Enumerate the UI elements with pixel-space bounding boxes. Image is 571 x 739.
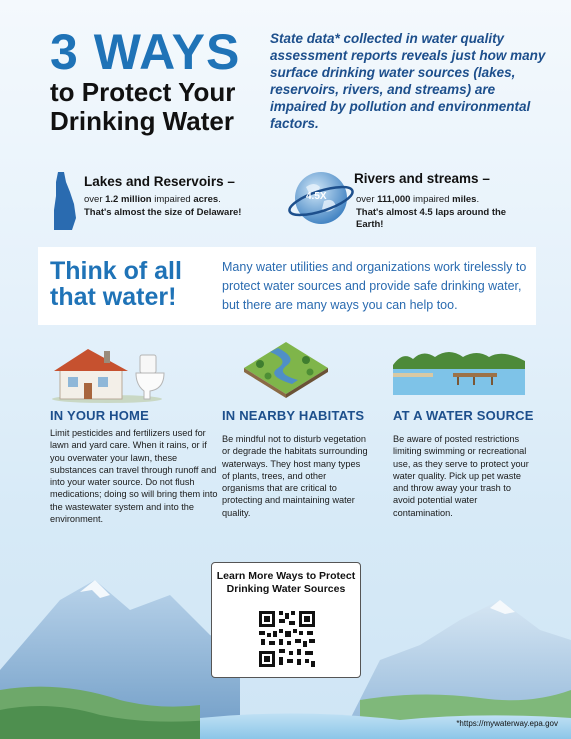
rivers-amount: 111,000 xyxy=(377,194,411,205)
footnote-source-url[interactable]: *https://mywaterway.epa.gov xyxy=(456,719,558,728)
column-habitats-title: IN NEARBY HABITATS xyxy=(222,408,365,423)
column-habitats-text: Be mindful not to disturb vegetation or degrade the habitats surrounding waterways. They host many types of plants, trees, and other organisms that are critical to protecting and maintaining water quality. xyxy=(222,434,368,518)
subtitle-line-2: Drinking Water xyxy=(50,106,234,136)
headline-subtitle xyxy=(50,78,235,136)
lakes-pre: over xyxy=(84,194,106,205)
delaware-map-icon xyxy=(50,170,78,232)
rivers-text xyxy=(356,194,531,232)
lakes-text xyxy=(84,194,254,219)
subtitle-line-1: to Protect Your xyxy=(50,77,236,107)
column-source-text: Be aware of posted restrictions limiting swimming or recreational use, as they serve to protect your water quality. Pick up pet waste and throw away your trash to avoid potential water contamination. xyxy=(393,434,529,518)
headline-3-ways: 3 WAYS xyxy=(50,24,241,80)
rivers-unit: miles xyxy=(452,194,477,205)
lake-dock-illustration xyxy=(393,345,525,395)
river-habitat-illustration xyxy=(240,338,332,398)
lakes-amount: 1.2 million xyxy=(105,194,152,205)
intro-text: State data* collected in water quality assessment reports reveals just how many surface drinking water sources (lakes, reservoirs, rivers, and streams) are impaired by pollution and environmental factors. xyxy=(270,31,546,131)
globe-label: 4.5X xyxy=(306,191,327,202)
think-title-line1: Think of all xyxy=(50,257,182,285)
house-toilet-illustration xyxy=(52,345,177,403)
lakes-post: . xyxy=(218,194,221,205)
lakes-title: Lakes and Reservoirs – xyxy=(84,174,235,189)
column-source-title: AT A WATER SOURCE xyxy=(393,408,534,423)
think-title xyxy=(50,258,182,310)
rivers-post: . xyxy=(476,194,480,205)
think-text: Many water utilities and organizations work tirelessly to protect water sources and provide safe drinking water, but there are many ways you can help too. xyxy=(222,260,527,312)
lakes-unit: acres xyxy=(193,194,219,205)
rivers-title: Rivers and streams – xyxy=(354,171,490,186)
lakes-mid: impaired xyxy=(151,194,194,205)
qr-code-icon[interactable] xyxy=(257,609,317,669)
think-title-line2: that water! xyxy=(50,283,177,311)
learn-more-title: Learn More Ways to Protect Drinking Water Sources xyxy=(216,570,356,595)
column-home-text: Limit pesticides and fertilizers used for lawn and yard care. When it rains, or if you overwater your lawn, these substances can travel through runoff and into your water source. Do not flush medications; doing so will bring them into the wastewater system and into the environment. xyxy=(50,428,218,525)
rivers-line3: Earth! xyxy=(356,219,384,230)
rivers-pre: over xyxy=(356,194,378,205)
rivers-mid: impaired xyxy=(410,194,453,205)
rivers-line2: That's almost 4.5 laps around the xyxy=(356,206,507,218)
column-home-title: IN YOUR HOME xyxy=(50,408,149,423)
lakes-line2: That's almost the size of Delaware! xyxy=(84,206,242,218)
